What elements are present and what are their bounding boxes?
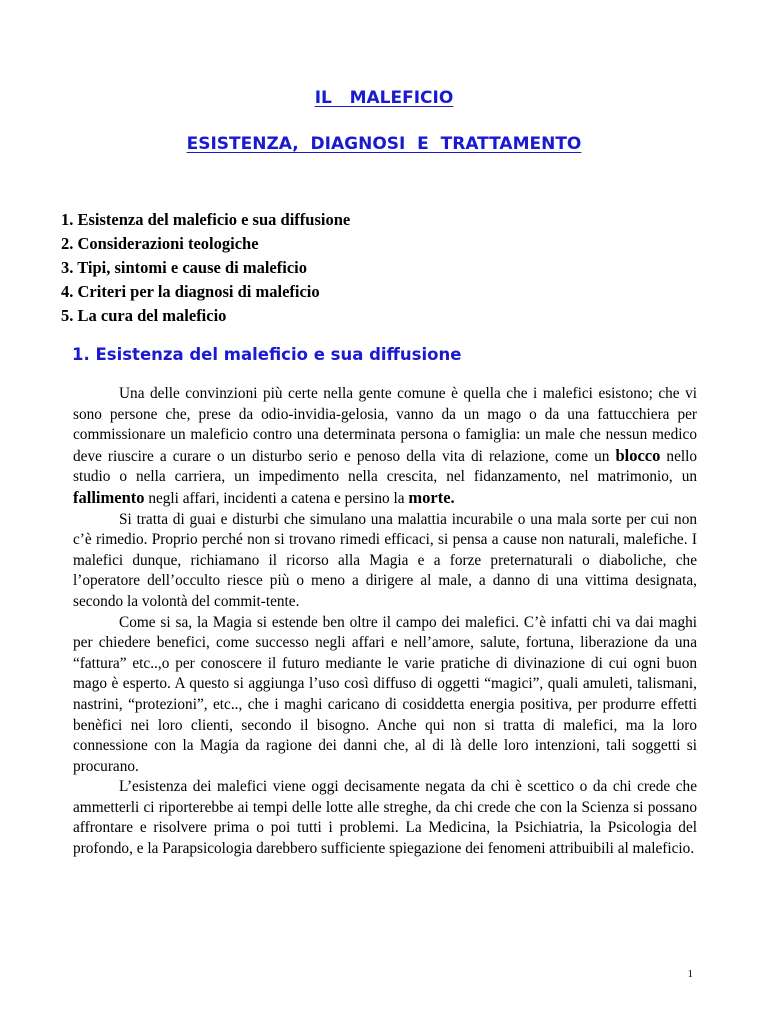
toc-item: 3. Tipi, sintomi e cause di maleficio <box>61 258 307 277</box>
document-subtitle: ESISTENZA, DIAGNOSI E TRATTAMENTO <box>186 134 582 154</box>
section-heading: 1. Esistenza del maleficio e sua diffusione <box>72 345 462 364</box>
paragraph-1-text-c: nello studio o nella carriera, un impedimento nella crescita, nel fidanzamento, nel matrimonio, un <box>73 447 698 486</box>
toc-item: 2. Considerazioni teologiche <box>61 234 259 253</box>
emphasis-morte: morte. <box>408 487 455 507</box>
emphasis-blocco: blocco <box>615 445 661 465</box>
paragraph-2: Si tratta di guai e disturbi che simulano una malattia incurabile o una mala sorte per cui non c’è rimedio. Proprio perché non si trovano rimedi efficaci, si pensa a cause non naturali, malefiche. I malefici dunque, richiamano il ricorso alla Magia e a forze preternaturali o diaboliche, che l’operatore dell’occulto riesce più o meno a dirigere al male, a danno di una vittima designata, secondo la volontà del commit-tente. <box>73 510 697 610</box>
paragraph-3: Come si sa, la Magia si estende ben oltre il campo dei malefici. C’è infatti chi va dai maghi per chiedere benefici, come successo negli affari e nell’amore, salute, fortuna, liberazione da una “fattura” etc..,o per conoscere il futuro mediante le varie pratiche di divinazione di cui ogni buon mago è esperto. A questo si aggiunga l’uso così diffuso di oggetti “magici”, quali amuleti, talismani, nastrini, “protezioni”, etc.., che i maghi caricano di cosiddetta energia positiva, per produrre effetti benèfici nei loro clienti, secondo il bisogno. Anche qui non si tratta di malefici, ma la loro connessione con la Magia da ragione dei danni che, al di là delle loro intenzioni, tali soggetti si procurano. <box>73 613 697 775</box>
paragraph-4: L’esistenza dei malefici viene oggi decisamente negata da chi è scettico o da chi crede che ammetterli ci riporterebbe ai tempi delle lotte alle streghe, da chi crede che con la Scienza si possano affrontare e risolvere prima o poi tutti i problemi. La Medicina, la Psichiatria, la Psicologia del profondo, e la Parapsicologia darebbero sufficiente spiegazione dei fenomeni attribuibili al maleficio. <box>73 778 697 858</box>
page-number: 1 <box>687 968 693 980</box>
toc-item: 4. Criteri per la diagnosi di maleficio <box>61 282 320 301</box>
body-text <box>73 384 697 860</box>
document-title: IL MALEFICIO <box>314 88 454 108</box>
paragraph-1 <box>73 384 697 510</box>
paragraph-1-text-a: Una delle convinzioni più certe nella gente comune è quella che i malefici esistono; che vi sono persone che, prese da odio-invidia-gelosia, vanno da un mago o da una fattucchiera per commissionare un maleficio contro una determinata persona o famiglia: un male che nessun medico deve riuscire a curare o un disturbo serio e penoso della vita di relazione, come un <box>73 385 697 465</box>
emphasis-fallimento: fallimento <box>73 487 145 507</box>
toc-item: 5. La cura del maleficio <box>61 306 227 325</box>
paragraph-1-text-e: negli affari, incidenti a catena e persino la <box>144 489 409 507</box>
toc-item: 1. Esistenza del maleficio e sua diffusione <box>61 210 351 229</box>
table-of-contents <box>61 208 350 328</box>
